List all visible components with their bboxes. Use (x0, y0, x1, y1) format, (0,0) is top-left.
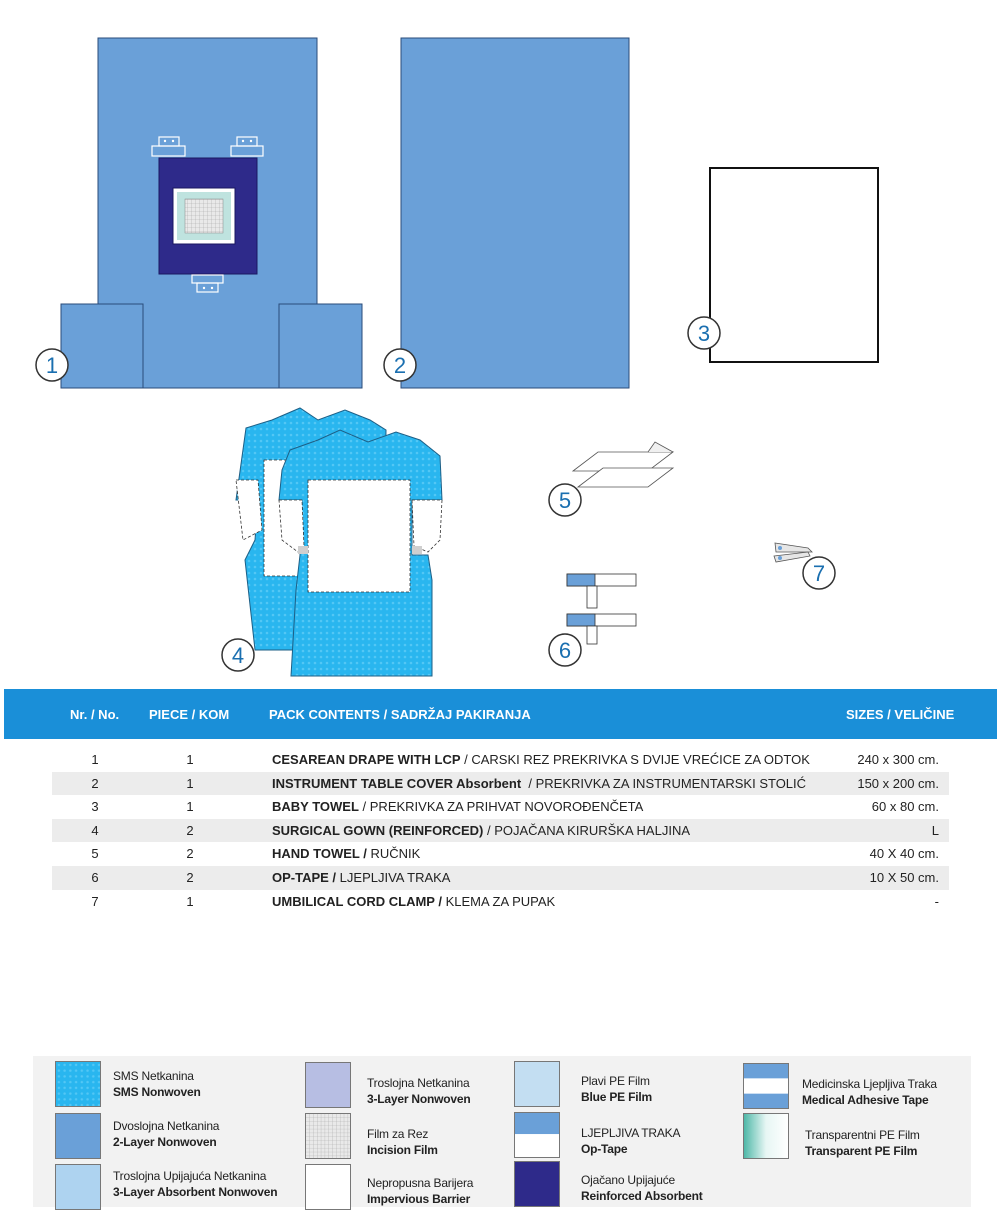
row-number: 5 (91, 846, 99, 862)
item-name: SURGICAL GOWN (REINFORCED) (272, 822, 484, 838)
row-size: 40 X 40 cm. (869, 846, 939, 862)
baby-towel-illustration (688, 168, 878, 362)
three-layer-nonwoven-swatch (305, 1062, 351, 1108)
legend-label: Film za Rez Incision Film (367, 1127, 438, 1157)
item-number-label: 1 (45, 353, 59, 378)
two-layer-nonwoven-swatch (55, 1113, 101, 1159)
legend-label: SMS Netkanina SMS Nonwoven (113, 1069, 201, 1099)
item-description: CARSKI REZ PREKRIVKA S DVIJE VREĆICE ZA ODTOK (471, 752, 810, 767)
row-size: 240 x 300 cm. (857, 752, 939, 767)
pack-contents-table-header (4, 689, 997, 739)
row-contents (272, 842, 420, 866)
row-pieces: 2 (186, 869, 194, 885)
surgical-gown-illustration (222, 408, 442, 676)
three-layer-absorbent-swatch (55, 1164, 101, 1210)
row-number: 3 (91, 799, 99, 815)
item-name: OP-TAPE / (272, 869, 337, 885)
table-row (52, 890, 949, 914)
item-description: PREKRIVKA ZA INSTRUMENTARSKI STOLIĆ (535, 775, 807, 791)
legend-label: Medicinska Ljepljiva Traka Medical Adhesive Tape (802, 1077, 937, 1107)
row-number: 6 (91, 869, 99, 885)
row-pieces: 1 (186, 893, 194, 909)
row-pieces: 1 (186, 752, 194, 767)
item-number-label: 7 (812, 561, 826, 586)
umbilical-clamp-illustration (774, 543, 835, 589)
item-name: UMBILICAL CORD CLAMP / (272, 893, 442, 909)
header-piece: PIECE / KOM (149, 707, 230, 722)
table-row (52, 866, 949, 890)
table-row (52, 772, 949, 796)
header-sizes: SIZES / VELIČINE (846, 707, 955, 722)
item-number-label: 2 (393, 353, 407, 378)
row-pieces: 2 (186, 846, 194, 862)
item-description: POJAČANA KIRURŠKA HALJINA (494, 822, 690, 838)
legend-label: Troslojna Upijajuća Netkanina 3-Layer Absorbent Nonwoven (113, 1169, 278, 1199)
pack-contents-table (52, 748, 949, 913)
reinforced-absorbent-swatch (514, 1161, 560, 1207)
row-contents (272, 890, 555, 914)
row-contents (272, 795, 643, 819)
op-tape-swatch (514, 1112, 560, 1158)
row-pieces: 1 (186, 775, 194, 791)
item-name: HAND TOWEL / (272, 846, 367, 862)
instrument-table-cover-illustration (384, 38, 629, 388)
row-size: L (931, 822, 939, 838)
separator: / (483, 822, 495, 838)
row-pieces: 1 (186, 799, 194, 815)
separator: / (358, 799, 370, 815)
cesarean-drape-illustration (36, 38, 362, 388)
impervious-barrier-swatch (305, 1164, 351, 1210)
row-number: 2 (91, 775, 99, 791)
row-contents (272, 748, 810, 772)
item-name: BABY TOWEL (272, 799, 359, 815)
transparent-pe-film-swatch (743, 1113, 789, 1159)
legend-label: Dvoslojna Netkanina 2-Layer Nonwoven (113, 1119, 220, 1149)
row-pieces: 2 (186, 822, 194, 838)
row-number: 4 (91, 822, 99, 838)
row-size: 60 x 80 cm. (871, 799, 939, 815)
item-number-label: 3 (697, 321, 711, 346)
item-name: INSTRUMENT TABLE COVER Absorbent (272, 775, 522, 791)
item-name: CESAREAN DRAPE WITH LCP (272, 752, 461, 767)
row-number: 1 (91, 752, 99, 767)
blue-pe-film-swatch (514, 1061, 560, 1107)
item-description: RUČNIK (370, 846, 421, 862)
row-number: 7 (91, 893, 99, 909)
item-number-label: 4 (231, 643, 245, 668)
legend-label: Nepropusna Barijera Impervious Barrier (367, 1176, 474, 1206)
legend-label: Troslojna Netkanina 3-Layer Nonwoven (367, 1076, 471, 1106)
table-row (52, 748, 949, 772)
sms-nonwoven-swatch (55, 1061, 101, 1107)
legend-label: Transparentni PE Film Transparent PE Film (805, 1128, 920, 1158)
incision-film-swatch (305, 1113, 351, 1159)
table-row (52, 795, 949, 819)
legend-label: LJEPLJIVA TRAKA Op-Tape (581, 1126, 681, 1156)
row-contents (272, 772, 806, 796)
row-contents (272, 819, 690, 843)
medical-adhesive-tape-swatch (743, 1063, 789, 1109)
separator: / (460, 752, 472, 767)
row-size: 10 X 50 cm. (869, 869, 939, 885)
legend-label: Ojačano Upijajuće Reinforced Absorbent (581, 1173, 703, 1203)
table-row (52, 842, 949, 866)
item-description: KLEMA ZA PUPAK (445, 893, 556, 909)
row-size: 150 x 200 cm. (857, 775, 939, 791)
table-row (52, 819, 949, 843)
item-description: LJEPLJIVA TRAKA (339, 869, 451, 885)
row-size: - (934, 893, 939, 909)
header-no: Nr. / No. (70, 707, 120, 722)
header-contents: PACK CONTENTS / SADRŽAJ PAKIRANJA (269, 707, 531, 722)
legend-label: Plavi PE Film Blue PE Film (581, 1074, 652, 1104)
row-contents (272, 866, 450, 890)
separator: / (521, 775, 536, 791)
item-number-label: 6 (558, 638, 572, 663)
item-description: PREKRIVKA ZA PRIHVAT NOVOROĐENČETA (369, 799, 644, 815)
material-legend (33, 1056, 971, 1207)
item-number-label: 5 (558, 488, 572, 513)
